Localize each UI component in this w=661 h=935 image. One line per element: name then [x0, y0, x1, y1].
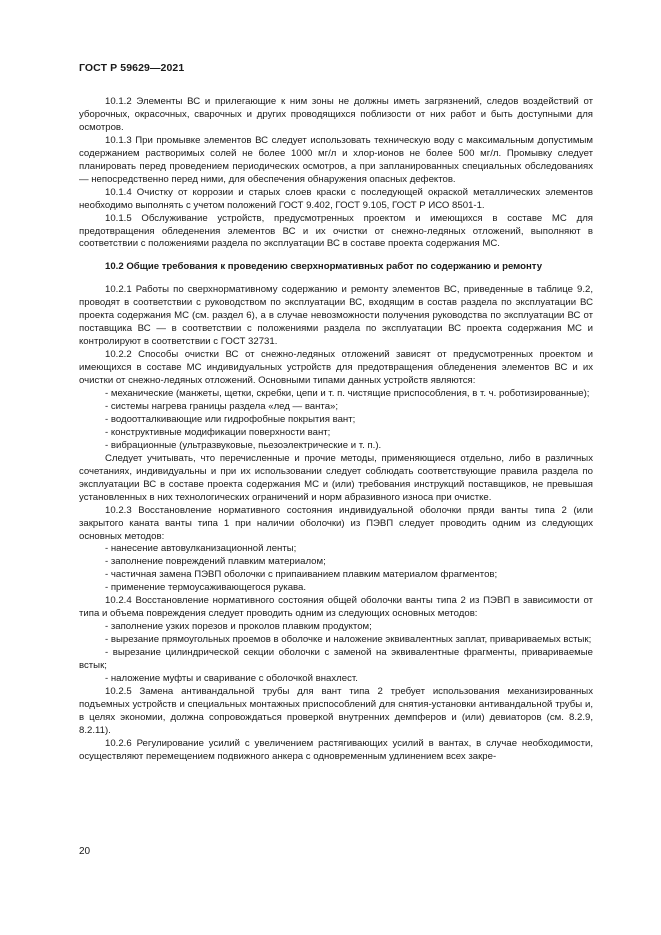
- paragraph: 10.2.1 Работы по сверхнормативному содержанию и ремонту элементов ВС, приведенные в таблице 9.2, проводят в соответствии с руководством по эксплуатации ВС, входящим в состав раздела по эксплуатации ВС проекта содержания МС (см. раздел 6), а в случае невозможности получения руководства по эксплуатации ВС от поставщика ВС — в соответствии с положениями раздела по эксплуатации ВС проекта содержания МС и контролируют в соответствии с ГОСТ 32731.: [79, 284, 593, 348]
- paragraph: 10.1.5 Обслуживание устройств, предусмотренных проектом и имеющихся в составе МС для предотвращения обледенения элементов ВС и их очистки от снежно-ледяных отложений, выполняют в соответствии с положениями раздела по эксплуатации ВС в составе проекта содержания МС.: [79, 212, 593, 250]
- document-header: ГОСТ Р 59629—2021: [79, 62, 185, 74]
- list-item: - вырезание прямоугольных проемов в оболочке и наложение эквивалентных заплат, привариваемых встык;: [105, 634, 592, 646]
- list-item: - конструктивные модификации поверхности вант;: [105, 426, 331, 438]
- list-item: - водоотталкивающие или гидрофобные покрытия вант;: [105, 413, 356, 425]
- paragraph: 10.2.4 Восстановление нормативного состояния общей оболочки ванты типа 2 из ПЭВП в зависимости от типа и объема повреждения следует проводить одним из следующих основных методов:: [79, 595, 593, 620]
- list-item: - вибрационные (ультразвуковые, пьезоэлектрические и т. п.).: [105, 439, 382, 451]
- list-item: - механические (манжеты, щетки, скребки, цепи и т. п. чистящие приспособления, в т. ч. роботизированные);: [105, 388, 590, 400]
- list-item: - заполнение повреждений плавким материалом;: [105, 556, 326, 568]
- list-item: - вырезание цилиндрической секции оболочки с заменой на эквивалентные фрагменты, привариваемые встык;: [79, 647, 593, 672]
- paragraph: 10.1.2 Элементы ВС и прилегающие к ним зоны не должны иметь загрязнений, следов воздействий от уборочных, окрасочных, сварочных и других проводящихся поблизости от них работ и быть доступными для осмотров.: [79, 96, 593, 133]
- paragraph: 10.1.3 При промывке элементов ВС следует использовать техническую воду с максимальным допустимым содержанием растворимых солей не более 1000 мг/л и хлор-ионов не более 500 мг/л. Промывку следует планировать перед проведением периодических осмотров, а при запланированных специальных обследованиях — непосредственно перед ними, для обеспечения обнаружения опасных дефектов.: [79, 134, 593, 185]
- list-item: - заполнение узких порезов и проколов плавким продуктом;: [105, 621, 372, 633]
- list-item: - частичная замена ПЭВП оболочки с припаиванием плавким материалом фрагментов;: [105, 569, 498, 581]
- list-item: - наложение муфты и сваривание с оболочкой внахлест.: [105, 672, 358, 684]
- list-item: - применение термоусаживающегося рукава.: [105, 582, 307, 594]
- page-number: 20: [79, 846, 91, 857]
- paragraph: 10.2.6 Регулирование усилий с увеличением растягивающих усилий в вантах, в случае необходимости, осуществляют перемещением подвижного анкера с одновременным удлинением всех закре-: [79, 737, 593, 762]
- list-item: - системы нагрева границы раздела «лед — ванта»;: [105, 400, 339, 412]
- document-body: [79, 96, 593, 764]
- list-item: - нанесение автовулканизационной ленты;: [105, 543, 297, 555]
- paragraph: 10.2.5 Замена антивандальной трубы для вант типа 2 требует использования механизированных подъемных устройств и специальных монтажных приспособлений для снятия-установки антивандальной трубы и, в целях экономии, должна сопровождаться проверкой внутренних демпферов и (или) девиаторов (см. 8.2.9, 8.2.11).: [79, 685, 593, 736]
- paragraph: 10.2.3 Восстановление нормативного состояния индивидуальной оболочки пряди ванты типа 2 (или закрытого каната ванты типа 1 при наличии оболочки) из ПЭВП следует проводить одним из следующих основных методов:: [79, 504, 593, 542]
- paragraph: 10.2.2 Способы очистки ВС от снежно-ледяных отложений зависят от предусмотренных проектом и имеющихся в составе МС индивидуальных устройств для предотвращения обледенения элементов ВС и их очистки от снежно-ледяных отложений. Основными типами данных устройств являются:: [79, 349, 593, 387]
- section-heading: 10.2 Общие требования к проведению сверхнормативных работ по содержанию и ремонту: [105, 261, 543, 273]
- paragraph: 10.1.4 Очистку от коррозии и старых слоев краски с последующей окраской металлических элементов необходимо выполнять с учетом положений ГОСТ 9.402, ГОСТ 9.105, ГОСТ Р ИСО 8501-1.: [79, 186, 593, 211]
- paragraph: Следует учитывать, что перечисленные и прочие методы, применяющиеся отдельно, либо в различных сочетаниях, индивидуальны и при их использовании следует соблюдать соответствующие правила раздела по эксплуатации ВС в составе проекта содержания МС и (или) требования инструкций поставщиков, не превышая установленных в них технологических ограничений и норм абразивного износа при очистке.: [79, 452, 593, 503]
